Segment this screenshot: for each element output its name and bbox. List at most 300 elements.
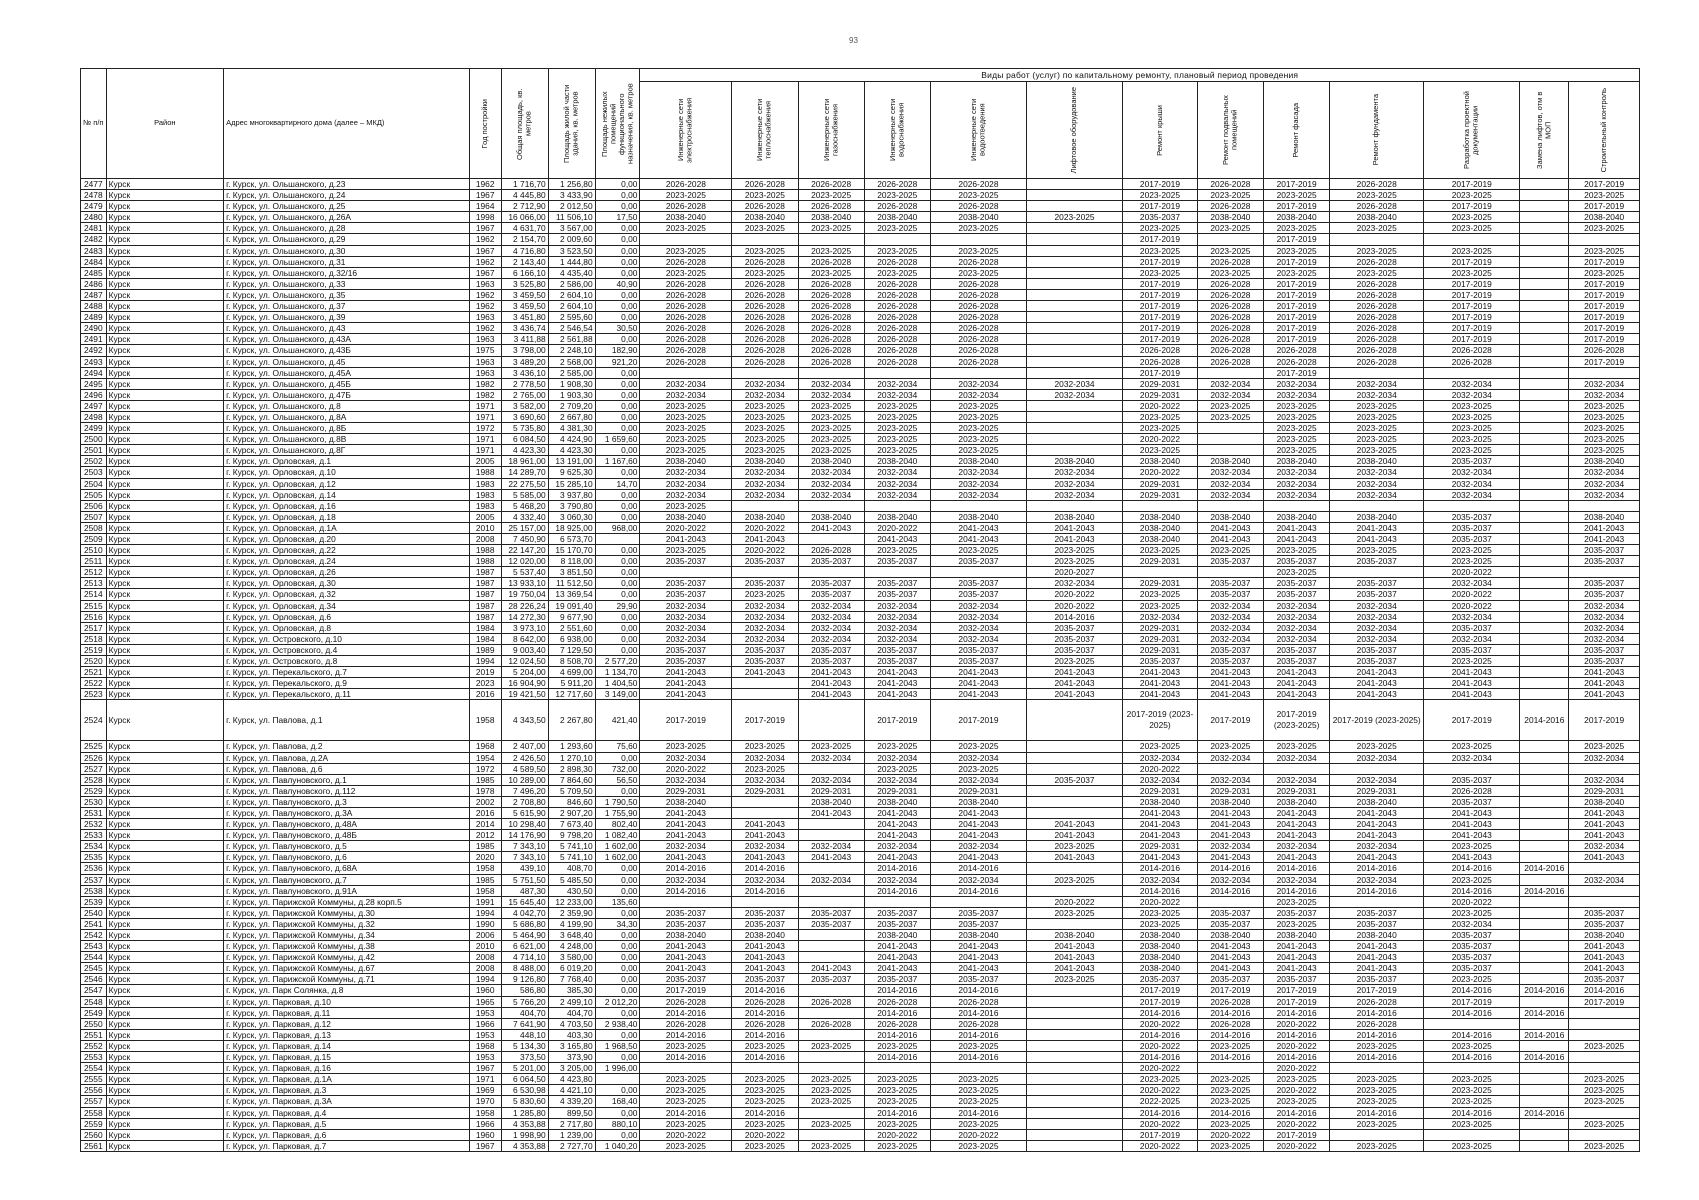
table-cell: 2023-2025 — [930, 1040, 1026, 1051]
table-cell: 2035-2037 — [930, 656, 1026, 667]
table-cell: 2017-2019 — [1123, 323, 1198, 334]
table-cell: 2023-2025 — [1424, 1140, 1520, 1151]
table-cell: 9 798,20 — [548, 830, 595, 841]
table-cell: 2023-2025 — [1264, 223, 1330, 234]
table-cell: 2035-2037 — [1330, 644, 1424, 655]
table-cell: 2029-2031 — [1123, 478, 1198, 489]
table-cell: 2026-2028 — [1330, 289, 1424, 300]
table-cell: 2035-2037 — [640, 907, 732, 918]
table-cell: 16 066,00 — [501, 212, 548, 223]
table-cell: 2032-2034 — [1330, 378, 1424, 389]
table-cell: 2032-2034 — [1569, 774, 1640, 785]
table-row — [81, 1018, 1640, 1029]
table-cell: 2038-2040 — [864, 511, 930, 522]
table-cell: 2026-2028 — [930, 179, 1026, 190]
table-cell — [1520, 796, 1569, 807]
table-cell — [1197, 234, 1263, 245]
table-cell — [1520, 478, 1569, 489]
table-cell: 2029-2031 — [1123, 389, 1198, 400]
table-cell: 2041-2043 — [732, 819, 798, 830]
table-cell: 2026-2028 — [732, 334, 798, 345]
table-cell: 2023-2025 — [864, 423, 930, 434]
table-cell: 2014 — [469, 819, 501, 830]
table-cell: 2041-2043 — [930, 952, 1026, 963]
table-cell — [1027, 179, 1123, 190]
table-cell — [1027, 752, 1123, 763]
table-cell: 2035-2037 — [1330, 589, 1424, 600]
table-cell: 2041-2043 — [1330, 963, 1424, 974]
table-cell — [640, 234, 732, 245]
table-cell: 2551 — [81, 1029, 107, 1040]
table-cell: 1962 — [469, 234, 501, 245]
table-cell: 2023-2025 — [1569, 190, 1640, 201]
table-cell: 2017-2019 — [1264, 179, 1330, 190]
table-cell: 2005 — [469, 456, 501, 467]
table-cell: 1989 — [469, 644, 501, 655]
table-cell: 2029-2031 — [930, 785, 1026, 796]
table-cell — [798, 567, 864, 578]
table-cell: 2026-2028 — [640, 345, 732, 356]
table-cell: Курск — [106, 545, 223, 556]
table-cell: 2023-2025 — [930, 1085, 1026, 1096]
table-cell: 28 226,24 — [501, 600, 548, 611]
table-row — [81, 400, 1640, 411]
table-cell: 2023-2025 — [640, 1040, 732, 1051]
table-cell: 2026-2028 — [798, 289, 864, 300]
table-cell — [1520, 785, 1569, 796]
table-cell: 2041-2043 — [1264, 678, 1330, 689]
table-row — [81, 500, 1640, 511]
table-row — [81, 874, 1640, 885]
table-cell — [1520, 267, 1569, 278]
table-cell: 2035-2037 — [1330, 918, 1424, 929]
table-cell: 2032-2034 — [864, 489, 930, 500]
table-cell: 2022-2025 — [1123, 1096, 1198, 1107]
table-cell: 2023-2025 — [732, 434, 798, 445]
table-cell: 2041-2043 — [1424, 852, 1520, 863]
table-cell: 182,90 — [595, 345, 640, 356]
table-cell: Курск — [106, 267, 223, 278]
table-cell: 1965 — [469, 996, 501, 1007]
table-cell: 2032-2034 — [798, 633, 864, 644]
table-cell — [640, 896, 732, 907]
table-cell: 2023-2025 — [864, 1074, 930, 1085]
table-cell: 2032-2034 — [1569, 874, 1640, 885]
table-cell: 4 423,30 — [501, 445, 548, 456]
table-cell: 2041-2043 — [930, 963, 1026, 974]
table-cell: Курск — [106, 1129, 223, 1140]
table-cell: 2017-2019 — [1569, 700, 1640, 741]
table-cell: 2 765,00 — [501, 389, 548, 400]
table-cell — [1520, 774, 1569, 785]
table-cell — [1520, 423, 1569, 434]
table-cell: 2020-2022 — [1197, 1129, 1263, 1140]
table-cell: 2041-2043 — [640, 941, 732, 952]
table-cell: 2032-2034 — [1424, 467, 1520, 478]
table-cell: 2041-2043 — [1197, 941, 1263, 952]
table-cell: 2035-2037 — [864, 644, 930, 655]
table-cell: 2041-2043 — [1330, 941, 1424, 952]
table-cell: 2041-2043 — [930, 830, 1026, 841]
table-cell: 2029-2031 — [1123, 622, 1198, 633]
table-cell: 5 751,50 — [501, 874, 548, 885]
table-cell: г. Курск, ул. Павлуновского, д.1 — [224, 774, 470, 785]
table-cell: 2014-2016 — [1330, 863, 1424, 874]
table-cell: 2032-2034 — [1197, 633, 1263, 644]
table-row — [81, 378, 1640, 389]
table-cell: Курск — [106, 678, 223, 689]
table-cell: 0,00 — [595, 223, 640, 234]
table-cell: 13 369,54 — [548, 589, 595, 600]
table-cell: 2026-2028 — [1330, 256, 1424, 267]
table-cell: 1963 — [469, 278, 501, 289]
table-cell: 2038-2040 — [640, 930, 732, 941]
table-cell: 2023-2025 — [930, 1074, 1026, 1085]
table-row — [81, 1063, 1640, 1074]
table-cell: 2041-2043 — [1027, 852, 1123, 863]
table-cell: 11 512,50 — [548, 578, 595, 589]
table-cell: 2032-2034 — [864, 752, 930, 763]
table-cell: 2536 — [81, 863, 107, 874]
table-cell — [1520, 301, 1569, 312]
table-cell — [1264, 500, 1330, 511]
table-cell: 1972 — [469, 423, 501, 434]
table-row — [81, 289, 1640, 300]
table-cell: 2020-2022 — [864, 1129, 930, 1140]
table-cell: 2035-2037 — [640, 556, 732, 567]
table-cell: 2023-2025 — [640, 267, 732, 278]
table-cell: 2023-2025 — [1569, 1074, 1640, 1085]
table-cell: 2038-2040 — [640, 212, 732, 223]
table-cell: 2026-2028 — [930, 278, 1026, 289]
table-cell: 2038-2040 — [864, 456, 930, 467]
table-cell: г. Курск, ул. Парковая, д.3А — [224, 1096, 470, 1107]
table-cell: г. Курск, ул. Орловская, д.10 — [224, 467, 470, 478]
table-cell: 2023-2025 — [1424, 411, 1520, 422]
table-cell: 2026-2028 — [930, 323, 1026, 334]
table-cell: 2010 — [469, 522, 501, 533]
table-cell: 19 091,40 — [548, 600, 595, 611]
table-cell: 2026-2028 — [864, 1018, 930, 1029]
table-cell: 1967 — [469, 223, 501, 234]
table-cell: 2023-2025 — [798, 741, 864, 752]
table-cell: 2023-2025 — [1569, 434, 1640, 445]
table-row — [81, 1052, 1640, 1063]
table-cell: 2017-2019 — [1424, 996, 1520, 1007]
table-cell: 2014-2016 — [1123, 1007, 1198, 1018]
table-cell: 2484 — [81, 256, 107, 267]
table-cell: 2023-2025 — [864, 190, 930, 201]
table-cell: 2017-2019 — [1197, 700, 1263, 741]
table-cell: 2038-2040 — [1330, 212, 1424, 223]
table-cell: 2023-2025 — [1569, 1040, 1640, 1051]
table-cell: 2488 — [81, 301, 107, 312]
table-cell: Курск — [106, 578, 223, 589]
table-cell: 2023-2025 — [1330, 400, 1424, 411]
table-cell: 12 233,00 — [548, 896, 595, 907]
table-cell: 3 165,80 — [548, 1040, 595, 1051]
table-cell: 1 716,70 — [501, 179, 548, 190]
table-cell: 2020-2022 — [1123, 1040, 1198, 1051]
table-cell: 2558 — [81, 1107, 107, 1118]
table-cell: 2035-2037 — [732, 556, 798, 567]
table-cell: 2041-2043 — [1123, 807, 1198, 818]
header-work-10: Разработка проектной документации — [1424, 82, 1520, 179]
table-cell: г. Курск, ул. Островского, д.8 — [224, 656, 470, 667]
table-cell: 2487 — [81, 289, 107, 300]
table-cell: 2026-2028 — [930, 1018, 1026, 1029]
table-row — [81, 179, 1640, 190]
table-cell: 2032-2034 — [1330, 478, 1424, 489]
table-cell: 2041-2043 — [1123, 689, 1198, 700]
table-cell: 2032-2034 — [1197, 611, 1263, 622]
table-cell: 2023-2025 — [1264, 190, 1330, 201]
table-cell: 2026-2028 — [798, 545, 864, 556]
table-cell: 9 126,80 — [501, 974, 548, 985]
table-cell: 2014-2016 — [1264, 1052, 1330, 1063]
table-cell: 1969 — [469, 1085, 501, 1096]
table-cell: 2020-2022 — [640, 522, 732, 533]
table-cell: 2014-2016 — [1123, 1107, 1198, 1118]
table-cell: 2545 — [81, 963, 107, 974]
table-cell: Курск — [106, 567, 223, 578]
repair-schedule-sheet — [80, 68, 1640, 1152]
table-cell: 2041-2043 — [732, 667, 798, 678]
table-cell: 2023-2025 — [798, 423, 864, 434]
table-cell: Курск — [106, 622, 223, 633]
table-cell — [732, 234, 798, 245]
table-cell: 2041-2043 — [1569, 941, 1640, 952]
table-cell: 4 631,70 — [501, 223, 548, 234]
table-cell — [1330, 896, 1424, 907]
table-cell: 2026-2028 — [1264, 356, 1330, 367]
table-cell: 2020-2022 — [732, 1129, 798, 1140]
table-cell: 2016 — [469, 807, 501, 818]
table-cell: 1 903,30 — [548, 389, 595, 400]
table-row — [81, 578, 1640, 589]
table-cell: 0,00 — [595, 622, 640, 633]
table-cell — [1520, 678, 1569, 689]
table-cell: 2038-2040 — [640, 456, 732, 467]
table-cell — [1197, 500, 1263, 511]
table-row — [81, 807, 1640, 818]
table-cell — [1520, 1074, 1569, 1085]
table-cell: 2014-2016 — [1424, 885, 1520, 896]
table-cell: 1 285,80 — [501, 1107, 548, 1118]
table-cell: 2032-2034 — [1424, 752, 1520, 763]
table-cell — [1027, 1096, 1123, 1107]
table-cell: 2491 — [81, 334, 107, 345]
table-cell: 2478 — [81, 190, 107, 201]
table-cell: 1990 — [469, 918, 501, 929]
table-cell: 2017-2019 — [864, 700, 930, 741]
table-cell — [1027, 500, 1123, 511]
table-cell: 968,00 — [595, 522, 640, 533]
table-cell: 448,10 — [501, 1029, 548, 1040]
table-cell: 2023-2025 — [1330, 1118, 1424, 1129]
table-cell: г. Курск, ул. Орловская, д.34 — [224, 600, 470, 611]
table-cell: 0,00 — [595, 467, 640, 478]
header-area-nonliving: Площадь нежилых помещений функционального назначения, кв. метров — [595, 69, 640, 179]
table-cell — [640, 1063, 732, 1074]
table-cell: 2017-2019 — [1569, 312, 1640, 323]
table-cell: 2533 — [81, 830, 107, 841]
table-row — [81, 1029, 1640, 1040]
table-cell: 2035-2037 — [1424, 941, 1520, 952]
table-cell: 2041-2043 — [732, 830, 798, 841]
table-cell: 2535 — [81, 852, 107, 863]
table-cell: 2038-2040 — [1330, 511, 1424, 522]
table-cell: 2014-2016 — [930, 885, 1026, 896]
table-cell: 2026-2028 — [798, 334, 864, 345]
table-cell: 2023-2025 — [1569, 267, 1640, 278]
table-cell: 2032-2034 — [732, 478, 798, 489]
table-cell: 2038-2040 — [1330, 930, 1424, 941]
table-cell: г. Курск, ул. Павлова, д.1 — [224, 700, 470, 741]
table-cell: г. Курск, ул. Павлова, д.2 — [224, 741, 470, 752]
table-cell: 2026-2028 — [930, 334, 1026, 345]
table-cell — [930, 234, 1026, 245]
table-row — [81, 345, 1640, 356]
table-cell: 2020-2022 — [1123, 400, 1198, 411]
table-cell: 2017-2019 — [640, 985, 732, 996]
table-cell: 2517 — [81, 622, 107, 633]
table-cell — [1027, 741, 1123, 752]
table-cell — [930, 1063, 1026, 1074]
table-cell: 2023-2025 — [1264, 741, 1330, 752]
table-cell: 1 134,70 — [595, 667, 640, 678]
table-cell: 2035-2037 — [1197, 656, 1263, 667]
table-cell: 2035-2037 — [930, 589, 1026, 600]
table-cell: 1 996,00 — [595, 1063, 640, 1074]
table-cell: г. Курск, ул. Парковая, д.16 — [224, 1063, 470, 1074]
table-cell — [798, 534, 864, 545]
table-cell: 2023-2025 — [1264, 411, 1330, 422]
table-cell: 430,50 — [548, 885, 595, 896]
table-cell: 2 907,20 — [548, 807, 595, 818]
table-cell: 2041-2043 — [1264, 941, 1330, 952]
table-cell: г. Курск, ул. Ольшанского, д.37 — [224, 301, 470, 312]
table-cell: 2041-2043 — [1264, 522, 1330, 533]
table-cell — [1330, 1063, 1424, 1074]
table-cell: 2026-2028 — [1330, 323, 1424, 334]
table-cell: 0,00 — [595, 400, 640, 411]
table-cell: 2023-2025 — [930, 545, 1026, 556]
table-cell: 2026-2028 — [1197, 345, 1263, 356]
table-cell: 0,00 — [595, 567, 640, 578]
table-cell — [1520, 1096, 1569, 1107]
table-cell: 2038-2040 — [1123, 941, 1198, 952]
table-cell: 2032-2034 — [1027, 489, 1123, 500]
table-cell — [1569, 234, 1640, 245]
table-cell — [1027, 1129, 1123, 1140]
table-cell: 2041-2043 — [1123, 667, 1198, 678]
table-cell: 2032-2034 — [1264, 841, 1330, 852]
table-cell: 2023-2025 — [1424, 556, 1520, 567]
table-cell: 2026-2028 — [798, 278, 864, 289]
table-cell: 2014-2016 — [732, 885, 798, 896]
table-cell: 2038-2040 — [1197, 796, 1263, 807]
table-cell — [1264, 763, 1330, 774]
table-cell — [1520, 289, 1569, 300]
table-cell — [1027, 863, 1123, 874]
table-cell: 2523 — [81, 689, 107, 700]
table-cell: 2023-2025 — [1569, 741, 1640, 752]
table-cell: Курск — [106, 852, 223, 863]
table-cell: 2026-2028 — [1424, 356, 1520, 367]
table-cell: 2023-2025 — [798, 434, 864, 445]
table-cell: 1 790,50 — [595, 796, 640, 807]
table-cell: 2017-2019 — [1123, 278, 1198, 289]
table-cell — [1027, 1063, 1123, 1074]
table-cell: 2032-2034 — [864, 478, 930, 489]
table-cell: 0,00 — [595, 941, 640, 952]
table-cell — [1123, 567, 1198, 578]
table-cell: 2014-2016 — [1264, 1007, 1330, 1018]
table-cell — [1520, 807, 1569, 818]
table-cell — [1520, 567, 1569, 578]
table-cell: 2017-2019 — [1123, 312, 1198, 323]
table-cell: 0,00 — [595, 411, 640, 422]
table-cell: 0,00 — [595, 952, 640, 963]
table-row — [81, 267, 1640, 278]
table-cell: 2023-2025 — [1264, 545, 1330, 556]
table-cell: Курск — [106, 467, 223, 478]
table-cell: 3 851,50 — [548, 567, 595, 578]
table-cell — [1027, 1040, 1123, 1051]
table-cell: 2038-2040 — [930, 456, 1026, 467]
table-cell: 2026-2028 — [864, 289, 930, 300]
table-cell: 2029-2031 — [1123, 556, 1198, 567]
table-cell: 2026-2028 — [798, 1018, 864, 1029]
table-cell: 2481 — [81, 223, 107, 234]
table-cell: 2041-2043 — [640, 852, 732, 863]
table-cell: 2522 — [81, 678, 107, 689]
table-cell: 2017-2019 (2023-2025) — [1123, 700, 1198, 741]
table-cell: 1 444,80 — [548, 256, 595, 267]
table-cell: 2035-2037 — [1424, 644, 1520, 655]
table-cell: 2032-2034 — [732, 622, 798, 633]
table-cell: 3 451,80 — [501, 312, 548, 323]
table-cell: 2035-2037 — [732, 918, 798, 929]
table-cell: 2023-2025 — [640, 423, 732, 434]
table-cell: г. Курск, ул. Парковая, д.10 — [224, 996, 470, 1007]
table-cell — [1569, 500, 1640, 511]
table-cell: 2032-2034 — [1569, 752, 1640, 763]
table-cell: Курск — [106, 278, 223, 289]
table-cell: 22 147,20 — [501, 545, 548, 556]
table-cell — [1027, 445, 1123, 456]
table-row — [81, 589, 1640, 600]
table-cell: г. Курск, ул. Павлуновского, д.3 — [224, 796, 470, 807]
table-cell: 0,00 — [595, 556, 640, 567]
table-cell: г. Курск, ул. Орловская, д.8 — [224, 622, 470, 633]
table-cell: 2017-2019 — [1569, 256, 1640, 267]
table-cell: 2041-2043 — [1330, 667, 1424, 678]
table-cell: 2032-2034 — [1569, 600, 1640, 611]
table-cell: 2032-2034 — [1197, 389, 1263, 400]
table-cell — [1520, 667, 1569, 678]
table-cell: 0,00 — [595, 907, 640, 918]
table-cell: 15 170,70 — [548, 545, 595, 556]
table-cell: 2041-2043 — [1330, 852, 1424, 863]
table-cell — [930, 567, 1026, 578]
table-cell — [1027, 289, 1123, 300]
table-cell — [1520, 356, 1569, 367]
table-cell: г. Курск, ул. Парижской Коммуны, д.38 — [224, 941, 470, 952]
table-cell: Курск — [106, 807, 223, 818]
table-cell: 8 118,00 — [548, 556, 595, 567]
